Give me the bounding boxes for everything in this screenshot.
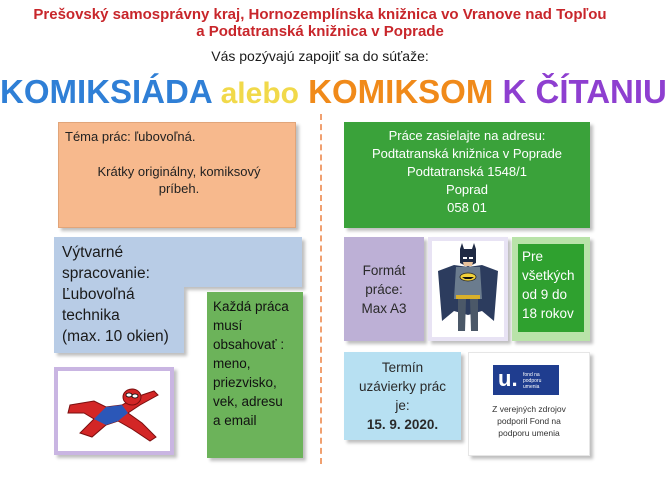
requirements-line: vek, adresu (213, 394, 283, 409)
art-line: Výtvarné (62, 244, 124, 261)
art-line: spracovanie: (62, 265, 150, 282)
age-line: 18 rokov (522, 306, 574, 321)
title-part-komiksiada: KOMIKSIÁDA (0, 73, 212, 110)
requirements-line: musí (213, 318, 243, 333)
title-part-k-citaniu: K ČÍTANIU (502, 73, 667, 110)
theme-text: Téma prác: ľubovoľná. (65, 129, 196, 144)
title-part-komiksom: KOMIKSOM (308, 73, 494, 110)
address-line: Poprad (446, 182, 488, 197)
batman-image-frame (428, 237, 508, 341)
deadline-line: je: (395, 398, 410, 413)
deadline-date: 15. 9. 2020. (366, 417, 439, 432)
format-line: Formát (362, 263, 406, 278)
requirements-line: obsahovať : (213, 337, 285, 352)
art-line: Ľubovoľná (62, 286, 135, 303)
organizers-line-1: Prešovský samosprávny kraj, Hornozemplínska knižnica vo Vranove nad Topľou (33, 6, 607, 23)
requirements-line: a email (213, 413, 257, 428)
fund-logo-text: fond na podporu umenia (523, 372, 542, 390)
deadline-line: Termín (381, 360, 424, 375)
fund-logo-icon: u. fond na podporu umenia (493, 365, 559, 395)
format-line: práce: (365, 282, 403, 297)
art-line: (max. 10 okien) (62, 328, 169, 345)
fund-line: Z verejných zdrojov (492, 404, 566, 414)
requirements-box (207, 292, 303, 458)
age-line: Pre (522, 249, 544, 264)
fund-line: podporu umenia (498, 428, 560, 438)
address-box (344, 122, 590, 228)
art-line: technika (62, 307, 120, 324)
address-line: Podtatranská 1548/1 (407, 164, 527, 179)
deadline-line: uzávierky prác (358, 379, 447, 394)
spiderman-image-frame (54, 367, 174, 455)
age-line: od 9 do (522, 287, 568, 302)
format-line: Max A3 (361, 301, 407, 316)
deadline-box (344, 352, 461, 440)
spiderman-illustration (58, 371, 170, 451)
batman-illustration (432, 241, 504, 337)
competition-title (0, 70, 667, 116)
format-box (344, 237, 424, 341)
address-line: Podtatranská knižnica v Poprade (371, 146, 563, 161)
fund-box (468, 352, 590, 456)
requirements-line: Každá práca (213, 299, 289, 314)
theme-box (58, 122, 296, 228)
title-part-alebo: alebo (220, 77, 299, 110)
requirements-line: meno, (213, 356, 251, 371)
invite-text: Vás pozývajú zapojiť sa do súťaže: (211, 48, 429, 64)
age-line: všetkých (522, 268, 575, 283)
fund-support-text (469, 403, 589, 439)
fund-line: podporil Fond na (497, 416, 561, 426)
story-text: Krátky originálny, komiksový príbeh. (97, 164, 261, 196)
organizers-line-2: a Podtatranská knižnica v Poprade (196, 23, 444, 40)
requirements-line: priezvisko, (213, 375, 277, 390)
address-line: Práce zasielajte na adresu: (388, 128, 546, 143)
address-line: 058 01 (447, 200, 487, 215)
column-divider (320, 114, 322, 464)
age-box (518, 244, 584, 332)
